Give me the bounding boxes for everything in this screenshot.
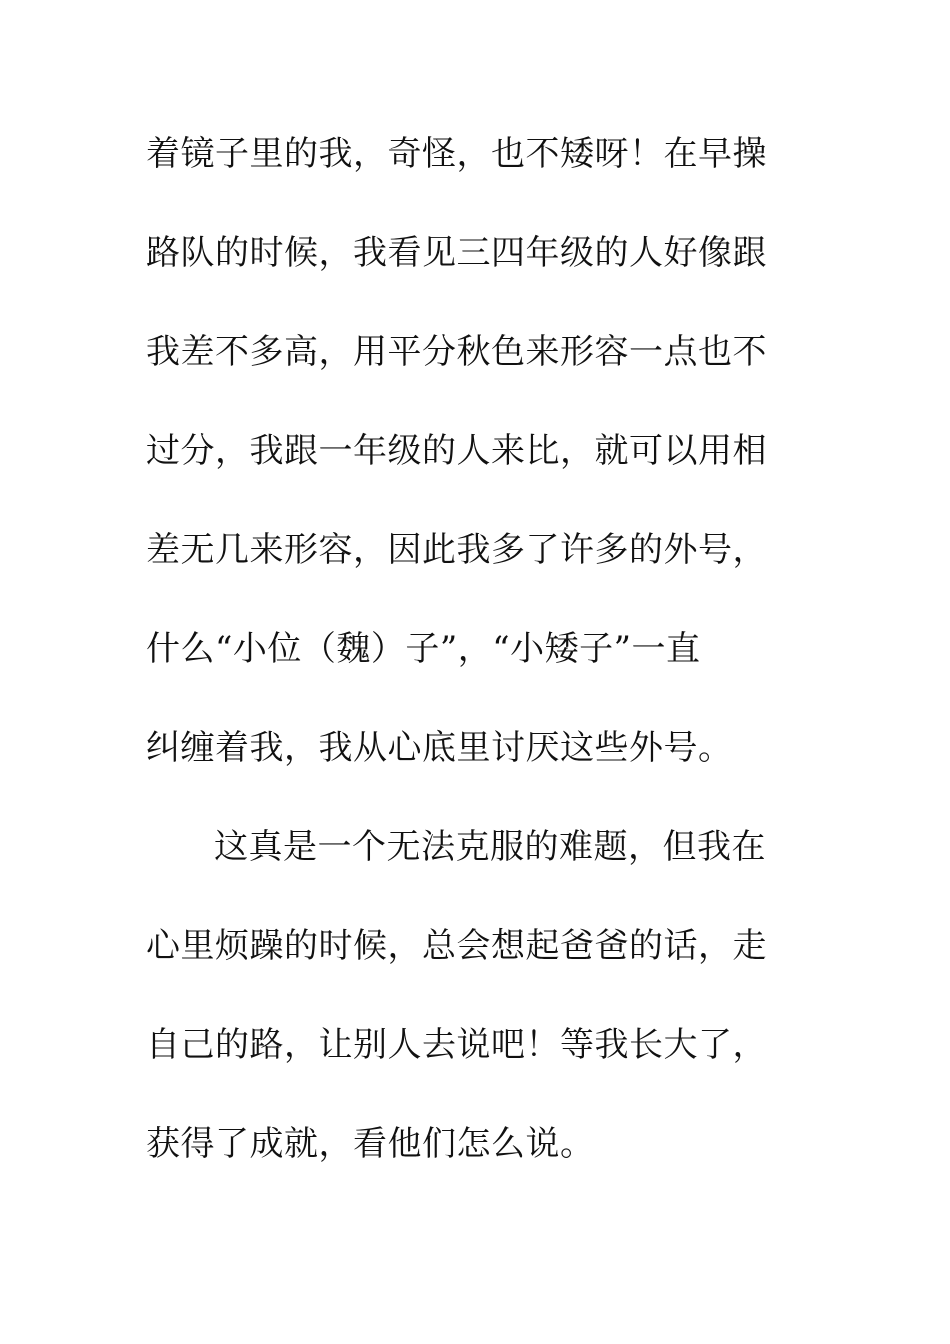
text-line: 获得了成就，看他们怎么说。 (146, 1124, 595, 1164)
paragraph-first-line: 这真是一个无法克服的难题，但我在 (214, 827, 766, 867)
text-line: 我差不多高，用平分秋色来形容一点也不 (146, 332, 767, 372)
body-text (146, 124, 806, 1213)
text-line: 差无几来形容，因此我多了许多的外号， (146, 530, 767, 570)
text-line: 路队的时候，我看见三四年级的人好像跟 (146, 233, 767, 273)
text-line: 自己的路，让别人去说吧！等我长大了， (146, 1025, 767, 1065)
text-line: 过分，我跟一年级的人来比，就可以用相 (146, 431, 767, 471)
text-line: 纠缠着我，我从心底里讨厌这些外号。 (146, 728, 733, 768)
text-line: 什么“小位（魏）子”，“小矮子”一直 (146, 629, 701, 669)
text-line: 着镜子里的我，奇怪，也不矮呀！在早操 (146, 134, 767, 174)
text-line: 心里烦躁的时候，总会想起爸爸的话，走 (146, 926, 767, 966)
